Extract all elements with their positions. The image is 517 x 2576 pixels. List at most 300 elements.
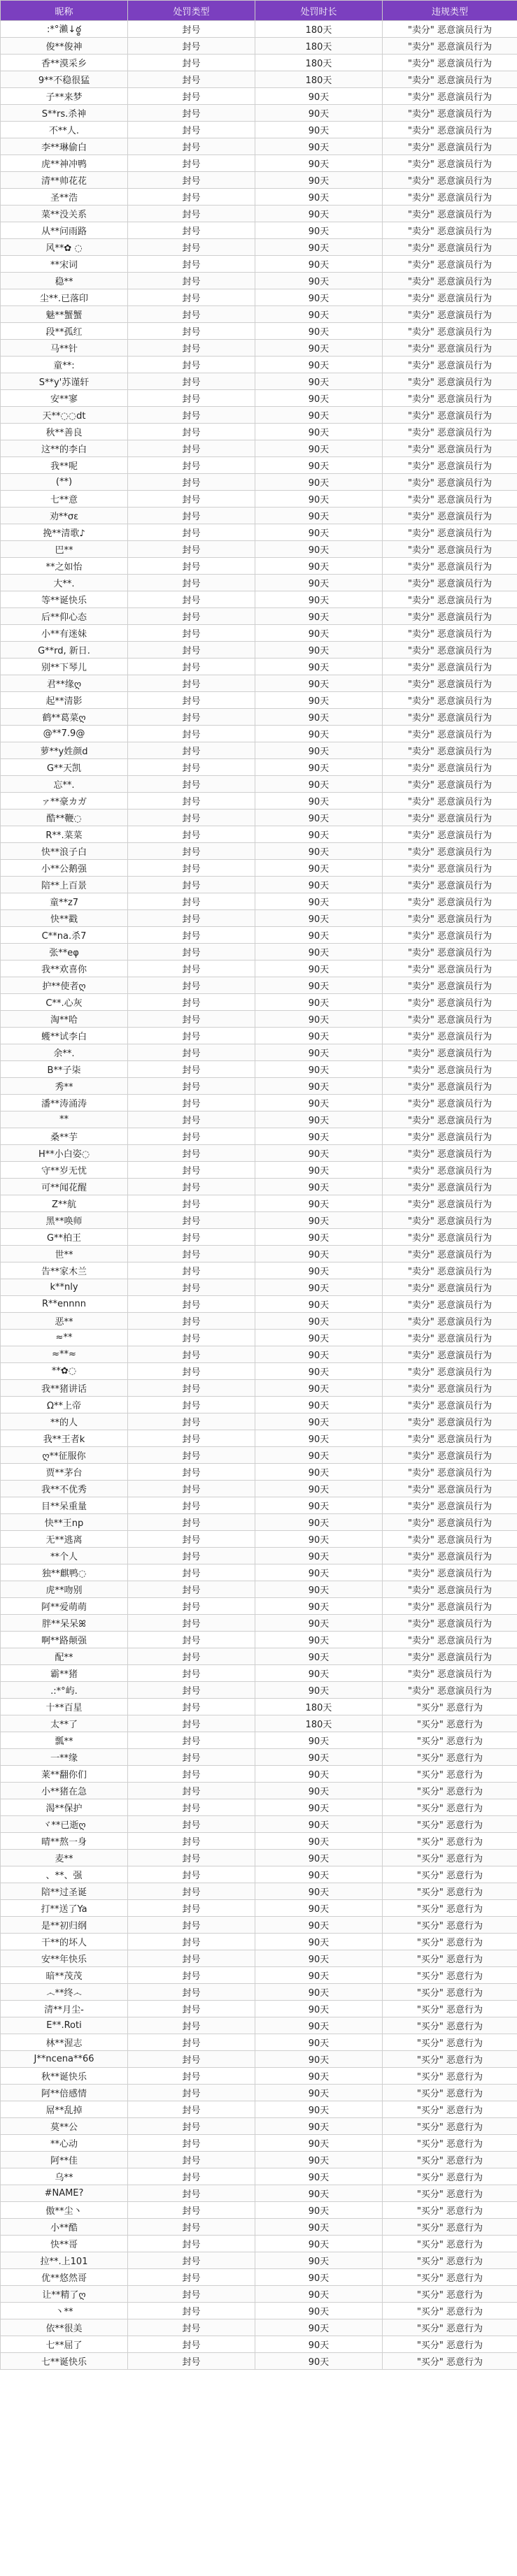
violation-type-cell: "卖分" 恶意演员行为 [383,1531,517,1548]
punishment-duration-cell: 90天 [255,524,383,541]
nickname-cell: 秋**善良 [1,424,128,440]
table-row [1,793,517,810]
punishment-type-cell: 封号 [128,88,255,105]
punishment-duration-cell: 90天 [255,2303,383,2319]
punishment-type-cell: 封号 [128,1799,255,1816]
table-row [1,960,517,977]
table-row [1,1615,517,1632]
punishment-duration-cell: 90天 [255,1833,383,1850]
punishment-duration-cell: 90天 [255,692,383,709]
violation-type-cell: "卖分" 恶意演员行为 [383,1581,517,1598]
violation-type-cell: "卖分" 恶意演员行为 [383,222,517,239]
violation-type-cell: "买分" 恶意行为 [383,1783,517,1799]
nickname-cell: 9**不稳很猛 [1,71,128,88]
punishment-type-cell: 封号 [128,910,255,927]
table-row [1,373,517,390]
violation-type-cell: "卖分" 恶意演员行为 [383,440,517,457]
punishment-duration-cell: 90天 [255,1179,383,1195]
table-row [1,877,517,893]
punishment-duration-cell: 90天 [255,1967,383,1984]
table-row [1,2269,517,2286]
nickname-cell: .:*°屿. [1,1682,128,1699]
punishment-type-cell: 封号 [128,2202,255,2219]
punishment-duration-cell: 90天 [255,323,383,340]
violation-type-cell: "卖分" 恶意演员行为 [383,105,517,122]
punishment-type-cell: 封号 [128,2286,255,2303]
violation-type-cell: "卖分" 恶意演员行为 [383,306,517,323]
punishment-type-cell: 封号 [128,189,255,206]
punishment-duration-cell: 90天 [255,256,383,273]
punishment-duration-cell: 90天 [255,927,383,944]
violation-type-cell: "买分" 恶意行为 [383,2101,517,2118]
table-row [1,558,517,575]
table-row [1,2236,517,2252]
table-row [1,1011,517,1028]
punishment-duration-cell: 90天 [255,1128,383,1145]
violation-type-cell: "卖分" 恶意演员行为 [383,1413,517,1430]
punishment-type-cell: 封号 [128,1296,255,1313]
nickname-cell: 七**屈了 [1,2336,128,2353]
punishment-duration-cell: 90天 [255,810,383,826]
nickname-cell: **心动 [1,2135,128,2152]
punishment-type-cell: 封号 [128,1095,255,1111]
nickname-cell: 我**不优秀 [1,1481,128,1497]
table-row [1,2319,517,2336]
nickname-cell: 快**王np [1,1514,128,1531]
table-row [1,1162,517,1179]
nickname-cell: 李**琳偷白 [1,138,128,155]
nickname-cell: 小**酷 [1,2219,128,2236]
nickname-cell: 贾**茅台 [1,1464,128,1481]
punishment-duration-cell: 90天 [255,1430,383,1447]
table-row [1,1715,517,1732]
table-row [1,1766,517,1783]
nickname-cell: 等**诞快乐 [1,591,128,608]
violation-type-cell: "买分" 恶意行为 [383,1749,517,1766]
table-row [1,1967,517,1984]
punishment-type-cell: 封号 [128,2017,255,2034]
punishment-type-cell: 封号 [128,893,255,910]
table-row [1,1699,517,1715]
punishment-type-cell: 封号 [128,2051,255,2068]
punishment-duration-cell: 90天 [255,1648,383,1665]
violation-type-cell: "卖分" 恶意演员行为 [383,206,517,222]
nickname-cell: ෴**终෴ [1,1984,128,2001]
punishment-duration-cell: 90天 [255,1883,383,1900]
punishment-duration-cell: 90天 [255,1229,383,1246]
violation-type-cell: "卖分" 恶意演员行为 [383,692,517,709]
punishment-type-cell: 封号 [128,1313,255,1330]
table-row [1,1665,517,1682]
punishment-type-cell: 封号 [128,239,255,256]
nickname-cell: 阿**倍感情 [1,2085,128,2101]
punishment-type-cell: 封号 [128,1346,255,1363]
punishment-duration-cell: 90天 [255,575,383,591]
table-row [1,38,517,55]
punishment-type-cell: 封号 [128,1447,255,1464]
punishment-type-cell: 封号 [128,1548,255,1564]
violation-type-cell: "买分" 恶意行为 [383,1866,517,1883]
violation-type-cell: "卖分" 恶意演员行为 [383,138,517,155]
violation-type-cell: "卖分" 恶意演员行为 [383,759,517,776]
nickname-cell: 这**的李白 [1,440,128,457]
table-row [1,2286,517,2303]
nickname-cell: 清**月尘- [1,2001,128,2017]
punishment-type-cell: 封号 [128,944,255,960]
punishment-duration-cell: 90天 [255,2336,383,2353]
table-row [1,1481,517,1497]
punishment-duration-cell: 90天 [255,893,383,910]
punishment-duration-cell: 90天 [255,2001,383,2017]
punishment-duration-cell: 90天 [255,2017,383,2034]
punishment-duration-cell: 90天 [255,1464,383,1481]
table-row [1,675,517,692]
punishment-type-cell: 封号 [128,1699,255,1715]
nickname-cell: 护**使者ღ [1,977,128,994]
punishment-type-cell: 封号 [128,793,255,810]
table-row [1,340,517,357]
table-row [1,390,517,407]
nickname-cell: 一**缘 [1,1749,128,1766]
nickname-cell: 太**了 [1,1715,128,1732]
nickname-cell: G**rd, 新日. [1,642,128,659]
punishment-type-cell: 封号 [128,558,255,575]
table-row [1,1212,517,1229]
table-row [1,2001,517,2017]
nickname-cell: 小**猪在急 [1,1783,128,1799]
nickname-cell: 乌** [1,2168,128,2185]
header-punishment-duration: 处罚时长 [255,1,383,21]
violation-type-cell: "卖分" 恶意演员行为 [383,860,517,877]
nickname-cell: 我**呢 [1,457,128,474]
violation-type-cell: "卖分" 恶意演员行为 [383,1397,517,1413]
punishment-duration-cell: 90天 [255,88,383,105]
punishment-duration-cell: 90天 [255,340,383,357]
table-row [1,2168,517,2185]
violation-type-cell: "卖分" 恶意演员行为 [383,239,517,256]
table-row [1,306,517,323]
violation-type-cell: "卖分" 恶意演员行为 [383,843,517,860]
table-row [1,1279,517,1296]
violation-type-cell: "买分" 恶意行为 [383,1984,517,2001]
table-row [1,1883,517,1900]
table-row [1,508,517,524]
table-row [1,1128,517,1145]
punishment-duration-cell: 90天 [255,826,383,843]
violation-type-cell: "卖分" 恶意演员行为 [383,1111,517,1128]
punishment-duration-cell: 180天 [255,38,383,55]
punishment-duration-cell: 90天 [255,2051,383,2068]
violation-type-cell: "卖分" 恶意演员行为 [383,38,517,55]
punishment-type-cell: 封号 [128,541,255,558]
violation-type-cell: "卖分" 恶意演员行为 [383,927,517,944]
violation-type-cell: "买分" 恶意行为 [383,2219,517,2236]
punishment-duration-cell: 180天 [255,21,383,38]
punishment-type-cell: 封号 [128,1262,255,1279]
punishment-type-cell: 封号 [128,306,255,323]
punishment-type-cell: 封号 [128,1128,255,1145]
nickname-cell: 忘**. [1,776,128,793]
punishment-type-cell: 封号 [128,222,255,239]
nickname-cell: 独**麒鸭◌ [1,1564,128,1581]
violation-type-cell: "卖分" 恶意演员行为 [383,944,517,960]
nickname-cell: 陪**上百景 [1,877,128,893]
punishment-type-cell: 封号 [128,927,255,944]
violation-type-cell: "卖分" 恶意演员行为 [383,55,517,71]
violation-type-cell: "买分" 恶意行为 [383,2336,517,2353]
table-row [1,1816,517,1833]
nickname-cell: 挽**清歌♪ [1,524,128,541]
nickname-cell: @**7.9@ [1,726,128,742]
punishment-duration-cell: 90天 [255,1564,383,1581]
violation-type-cell: "卖分" 恶意演员行为 [383,977,517,994]
nickname-cell: **✿◌ [1,1363,128,1380]
punishment-duration-cell: 90天 [255,474,383,491]
table-row [1,1497,517,1514]
punishment-type-cell: 封号 [128,742,255,759]
violation-type-cell: "卖分" 恶意演员行为 [383,1548,517,1564]
punishment-duration-cell: 90天 [255,910,383,927]
table-row [1,1783,517,1799]
punishment-duration-cell: 180天 [255,1699,383,1715]
violation-type-cell: "卖分" 恶意演员行为 [383,1430,517,1447]
nickname-cell: 阿**爱萌萌 [1,1598,128,1615]
punishment-type-cell: 封号 [128,977,255,994]
punishment-type-cell: 封号 [128,491,255,508]
violation-type-cell: "卖分" 恶意演员行为 [383,625,517,642]
nickname-cell: 傲**尘丶 [1,2202,128,2219]
punishment-duration-cell: 90天 [255,1598,383,1615]
nickname-cell: 莫**公 [1,2118,128,2135]
punishment-type-cell: 封号 [128,122,255,138]
nickname-cell: 蠖**试李白 [1,1028,128,1044]
table-row [1,1346,517,1363]
punishment-type-cell: 封号 [128,2336,255,2353]
nickname-cell: Z**航 [1,1195,128,1212]
punishment-duration-cell: 90天 [255,994,383,1011]
table-row [1,625,517,642]
punishment-type-cell: 封号 [128,407,255,424]
punishment-type-cell: 封号 [128,38,255,55]
nickname-cell: 起**清影 [1,692,128,709]
table-row [1,273,517,289]
punishment-type-cell: 封号 [128,860,255,877]
violation-type-cell: "卖分" 恶意演员行为 [383,826,517,843]
violation-type-cell: "卖分" 恶意演员行为 [383,524,517,541]
punishment-duration-cell: 90天 [255,1934,383,1950]
violation-type-cell: "卖分" 恶意演员行为 [383,155,517,172]
violation-type-cell: "卖分" 恶意演员行为 [383,88,517,105]
table-row [1,256,517,273]
punishment-duration-cell: 90天 [255,1497,383,1514]
punishment-type-cell: 封号 [128,2219,255,2236]
punishment-duration-cell: 90天 [255,1850,383,1866]
punishment-type-cell: 封号 [128,340,255,357]
punishment-type-cell: 封号 [128,2269,255,2286]
punishment-type-cell: 封号 [128,994,255,1011]
punishment-type-cell: 封号 [128,1682,255,1699]
table-row [1,424,517,440]
violation-type-cell: "卖分" 恶意演员行为 [383,172,517,189]
violation-type-cell: "买分" 恶意行为 [383,2152,517,2168]
violation-type-cell: "卖分" 恶意演员行为 [383,1682,517,1699]
nickname-cell: 麦** [1,1850,128,1866]
punishment-type-cell: 封号 [128,1950,255,1967]
table-row [1,692,517,709]
violation-type-cell: "卖分" 恶意演员行为 [383,1632,517,1648]
punishment-type-cell: 封号 [128,1497,255,1514]
nickname-cell: 啊**路颠强 [1,1632,128,1648]
nickname-cell: 瓢** [1,1732,128,1749]
violation-type-cell: "买分" 恶意行为 [383,2353,517,2370]
nickname-cell: 天**◌◌dt [1,407,128,424]
punishment-duration-cell: 180天 [255,55,383,71]
violation-type-cell: "买分" 恶意行为 [383,2135,517,2152]
table-row [1,659,517,675]
table-row [1,1044,517,1061]
punishment-duration-cell: 90天 [255,541,383,558]
violation-type-cell: "买分" 恶意行为 [383,2017,517,2034]
punishment-duration-cell: 90天 [255,1195,383,1212]
punishment-type-cell: 封号 [128,1413,255,1430]
table-row [1,2017,517,2034]
violation-type-cell: "买分" 恶意行为 [383,1950,517,1967]
table-row [1,1531,517,1548]
nickname-cell: 配** [1,1648,128,1665]
nickname-cell: 七**意 [1,491,128,508]
punishment-duration-cell: 180天 [255,1715,383,1732]
punishment-duration-cell: 90天 [255,1061,383,1078]
punishment-type-cell: 封号 [128,2068,255,2085]
punishment-type-cell: 封号 [128,21,255,38]
punishment-duration-cell: 90天 [255,1313,383,1330]
table-row [1,1564,517,1581]
punishment-duration-cell: 180天 [255,71,383,88]
punishment-duration-cell: 90天 [255,1296,383,1313]
violation-type-cell: "卖分" 恶意演员行为 [383,1464,517,1481]
nickname-cell: 十**百星 [1,1699,128,1715]
nickname-cell: 、**、强 [1,1866,128,1883]
nickname-cell: 虎**神冲鸭 [1,155,128,172]
violation-type-cell: "卖分" 恶意演员行为 [383,1246,517,1262]
table-row [1,222,517,239]
punishment-type-cell: 封号 [128,105,255,122]
punishment-duration-cell: 90天 [255,424,383,440]
violation-type-cell: "卖分" 恶意演员行为 [383,21,517,38]
violation-type-cell: "买分" 恶意行为 [383,2034,517,2051]
table-row [1,2336,517,2353]
violation-type-cell: "卖分" 恶意演员行为 [383,1028,517,1044]
nickname-cell: 屌**乱掉 [1,2101,128,2118]
violation-type-cell: "买分" 恶意行为 [383,2252,517,2269]
punishment-duration-cell: 90天 [255,239,383,256]
nickname-cell: 我**欢喜你 [1,960,128,977]
punishment-type-cell: 封号 [128,2353,255,2370]
table-row [1,1363,517,1380]
punishment-type-cell: 封号 [128,1615,255,1632]
violation-type-cell: "买分" 恶意行为 [383,2185,517,2202]
nickname-cell: 拉**.上101 [1,2252,128,2269]
punishment-duration-cell: 90天 [255,373,383,390]
punishment-duration-cell: 90天 [255,306,383,323]
table-row [1,1900,517,1917]
nickname-cell: 安**年快乐 [1,1950,128,1967]
punishment-duration-cell: 90天 [255,1816,383,1833]
punishment-duration-cell: 90天 [255,726,383,742]
nickname-cell: 圣**浩 [1,189,128,206]
punishment-duration-cell: 90天 [255,105,383,122]
table-row [1,776,517,793]
table-row [1,105,517,122]
table-row [1,2135,517,2152]
punishment-duration-cell: 90天 [255,1481,383,1497]
table-row [1,575,517,591]
header-row [1,1,517,21]
violation-type-cell: "买分" 恶意行为 [383,1883,517,1900]
nickname-cell: 马**针 [1,340,128,357]
violation-type-cell: "买分" 恶意行为 [383,1699,517,1715]
punishment-duration-cell: 90天 [255,1514,383,1531]
violation-type-cell: "卖分" 恶意演员行为 [383,642,517,659]
table-row [1,977,517,994]
violation-type-cell: "卖分" 恶意演员行为 [383,1179,517,1195]
table-row [1,71,517,88]
punishment-type-cell: 封号 [128,1162,255,1179]
header-nickname: 昵称 [1,1,128,21]
punishment-type-cell: 封号 [128,1732,255,1749]
table-row [1,1430,517,1447]
punishment-duration-cell: 90天 [255,1380,383,1397]
punishment-duration-cell: 90天 [255,155,383,172]
table-row [1,709,517,726]
violation-type-cell: "卖分" 恶意演员行为 [383,373,517,390]
violation-type-cell: "买分" 恶意行为 [383,2286,517,2303]
nickname-cell: 世** [1,1246,128,1262]
nickname-cell: 魅**蟹蟹 [1,306,128,323]
punishment-duration-cell: 90天 [255,608,383,625]
violation-type-cell: "买分" 恶意行为 [383,2202,517,2219]
violation-type-cell: "买分" 恶意行为 [383,2168,517,2185]
punishment-type-cell: 封号 [128,457,255,474]
violation-type-cell: "卖分" 恶意演员行为 [383,877,517,893]
punishment-type-cell: 封号 [128,323,255,340]
nickname-cell: C**na.杀7 [1,927,128,944]
punishment-type-cell: 封号 [128,256,255,273]
table-row [1,1464,517,1481]
violation-type-cell: "卖分" 恶意演员行为 [383,810,517,826]
punishment-duration-cell: 90天 [255,2185,383,2202]
punishment-duration-cell: 90天 [255,2135,383,2152]
punishment-duration-cell: 90天 [255,1078,383,1095]
table-row [1,1195,517,1212]
nickname-cell: 告**家木兰 [1,1262,128,1279]
punishment-duration-cell: 90天 [255,1615,383,1632]
nickname-cell: 丶** [1,2303,128,2319]
punishment-duration-cell: 90天 [255,508,383,524]
punishment-type-cell: 封号 [128,759,255,776]
punishment-type-cell: 封号 [128,810,255,826]
nickname-cell: 清**帅花花 [1,172,128,189]
violation-type-cell: "卖分" 恶意演员行为 [383,793,517,810]
punishment-duration-cell: 90天 [255,2286,383,2303]
nickname-cell: 风**✿ ◌ [1,239,128,256]
table-row [1,1061,517,1078]
punishment-duration-cell: 90天 [255,1682,383,1699]
table-row [1,1145,517,1162]
violation-type-cell: "卖分" 恶意演员行为 [383,709,517,726]
punishment-duration-cell: 90天 [255,877,383,893]
nickname-cell: 香**漠采乡 [1,55,128,71]
